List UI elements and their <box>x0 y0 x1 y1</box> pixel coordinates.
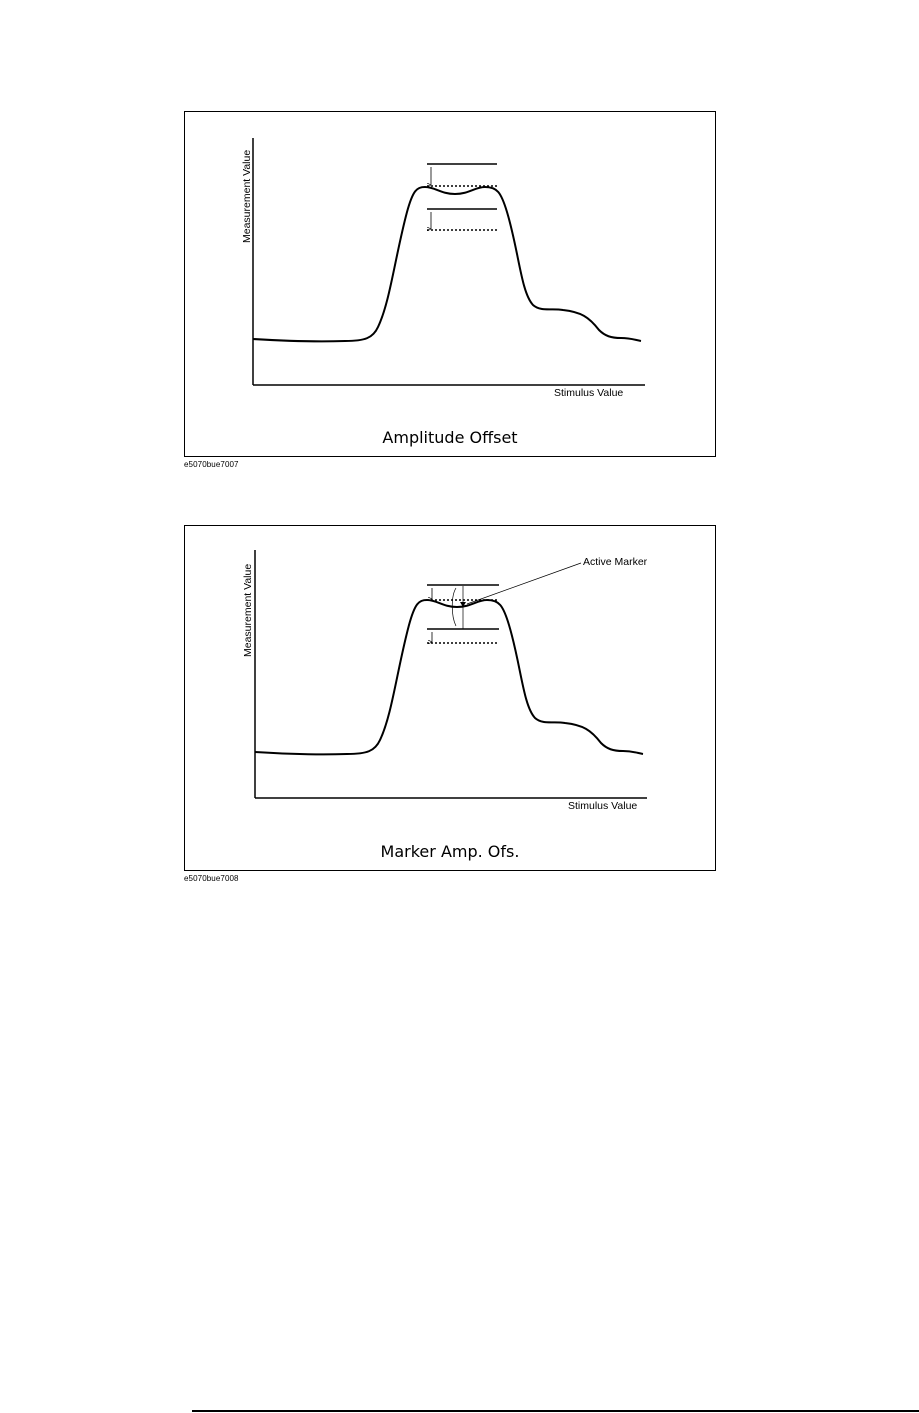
footer-rule <box>192 1410 919 1412</box>
x-axis-label: Stimulus Value <box>554 387 624 399</box>
active-marker-label: Active Marker <box>583 556 648 568</box>
amplitude-offset-plot <box>185 112 717 458</box>
marker-amp-offset-figure <box>184 525 716 871</box>
response-trace <box>253 187 641 341</box>
figure-id: e5070bue7008 <box>184 874 239 883</box>
figure-id: e5070bue7007 <box>184 460 239 469</box>
x-axis-label: Stimulus Value <box>568 800 638 812</box>
amplitude-offset-figure <box>184 111 716 457</box>
y-axis-label: Measurement Value <box>241 149 253 243</box>
active-marker-leader <box>467 563 581 604</box>
response-trace <box>255 600 643 754</box>
figure-caption: Amplitude Offset <box>382 428 518 447</box>
figure-caption: Marker Amp. Ofs. <box>380 842 520 861</box>
marker-amp-offset-plot <box>185 526 717 872</box>
y-axis-label: Measurement Value <box>242 563 254 657</box>
